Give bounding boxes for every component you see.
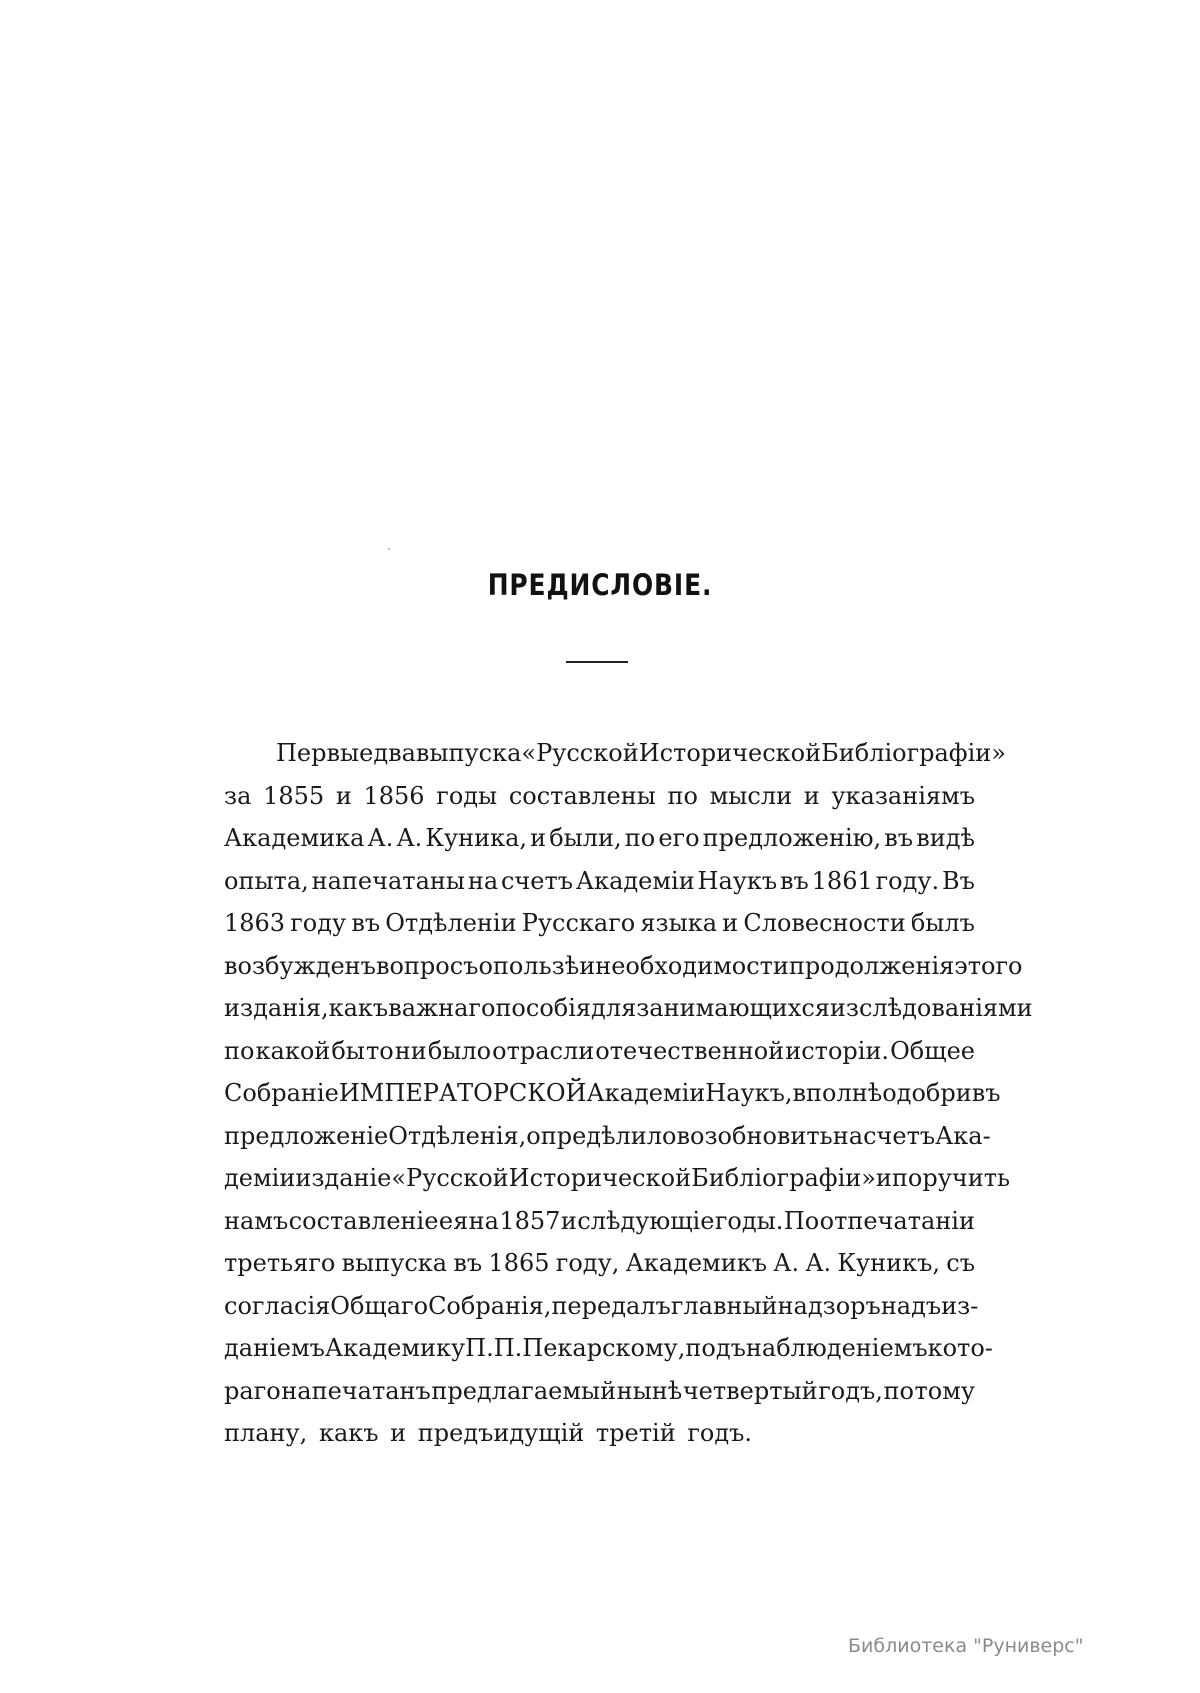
word: изданія, bbox=[224, 994, 329, 1022]
word: поручить bbox=[891, 1164, 1011, 1192]
word: П. bbox=[493, 1334, 523, 1362]
word: то bbox=[365, 1036, 394, 1065]
word: бы bbox=[331, 1036, 365, 1065]
word: продолженія bbox=[788, 951, 955, 980]
word: Отдѣленія, bbox=[388, 1121, 527, 1150]
word: на bbox=[467, 866, 499, 895]
word: и bbox=[875, 1164, 892, 1192]
word: указаніямъ bbox=[831, 781, 975, 810]
word: по bbox=[624, 824, 656, 852]
word: Академикъ bbox=[625, 1249, 767, 1277]
word: предложеніе bbox=[224, 1121, 389, 1150]
word: и bbox=[722, 909, 739, 937]
word: Куника, bbox=[425, 824, 528, 852]
word: предложенію, bbox=[702, 824, 882, 852]
word: видѣ bbox=[916, 824, 975, 852]
word: Академика bbox=[224, 824, 365, 852]
word: Наукъ bbox=[697, 866, 778, 895]
word: нынѣ bbox=[616, 1376, 683, 1405]
word: Академіи bbox=[586, 1079, 706, 1107]
text-line bbox=[224, 945, 1023, 988]
word: году, bbox=[555, 1249, 620, 1277]
word: о bbox=[478, 951, 493, 980]
word: его bbox=[658, 824, 700, 852]
text-line bbox=[224, 860, 975, 903]
word: какой bbox=[255, 1036, 331, 1065]
word: опредѣлило bbox=[526, 1121, 677, 1150]
word: въ bbox=[884, 824, 914, 852]
word: надъ bbox=[880, 1291, 942, 1320]
word: году. bbox=[875, 866, 940, 895]
word: 1865 bbox=[488, 1249, 550, 1277]
word: третьяго bbox=[224, 1249, 336, 1277]
word: Общаго bbox=[330, 1291, 429, 1320]
word: съ bbox=[946, 1249, 975, 1277]
word: годы bbox=[436, 781, 498, 810]
word: А. bbox=[805, 1249, 832, 1277]
word: главный bbox=[670, 1291, 778, 1320]
word: по bbox=[883, 1376, 914, 1405]
word: годъ. bbox=[687, 1419, 753, 1447]
word: и bbox=[579, 951, 596, 980]
word: на bbox=[832, 1121, 864, 1150]
word: Русскаго bbox=[521, 909, 636, 937]
word: возобновить bbox=[676, 1121, 833, 1150]
word: необходимости bbox=[595, 951, 789, 980]
word: для bbox=[591, 994, 637, 1022]
word: и bbox=[335, 781, 352, 810]
word: два bbox=[373, 739, 416, 767]
text-line bbox=[224, 1030, 975, 1073]
word: Исторической bbox=[638, 739, 822, 767]
word: отечественной bbox=[595, 1036, 785, 1065]
title-rule bbox=[566, 661, 628, 663]
word: было bbox=[427, 1036, 492, 1065]
word: тому bbox=[914, 1376, 975, 1405]
word: Библіографіи» bbox=[691, 1164, 876, 1192]
word: Куникъ, bbox=[837, 1249, 941, 1277]
word: «Русской bbox=[391, 1164, 509, 1192]
word: 1861 bbox=[811, 866, 873, 895]
word: важнаго bbox=[388, 994, 496, 1022]
word: мысли bbox=[709, 781, 793, 810]
text-line bbox=[224, 1370, 975, 1413]
word: пособія bbox=[495, 994, 592, 1022]
word: отпечатаніи bbox=[819, 1206, 975, 1235]
text-line bbox=[224, 817, 975, 860]
word: году bbox=[290, 909, 347, 937]
word: въ bbox=[351, 909, 381, 937]
paper-speck bbox=[388, 548, 390, 550]
word: наблюденіемъ bbox=[745, 1334, 928, 1362]
word: изслѣдованіями bbox=[829, 994, 1033, 1022]
word: предъидущій bbox=[417, 1419, 596, 1447]
word: былъ bbox=[910, 909, 975, 937]
word: Исторической bbox=[508, 1164, 692, 1192]
text-line bbox=[224, 775, 975, 818]
word: «Русской bbox=[521, 739, 639, 767]
text-line bbox=[224, 1242, 975, 1285]
word: 1857 bbox=[499, 1206, 561, 1235]
word: даніемъ bbox=[224, 1334, 325, 1362]
word: кото- bbox=[927, 1334, 993, 1362]
text-line bbox=[224, 1327, 993, 1370]
word: намъ bbox=[224, 1206, 289, 1235]
word: плану, bbox=[224, 1419, 319, 1447]
word: и bbox=[530, 824, 547, 852]
word: въ bbox=[780, 866, 809, 895]
word: были, bbox=[549, 824, 622, 852]
word: слѣдующіе bbox=[577, 1206, 715, 1235]
word: Наукъ, bbox=[705, 1079, 793, 1107]
text-line bbox=[224, 1412, 975, 1455]
word: и bbox=[390, 1419, 418, 1447]
preface-paragraph bbox=[224, 732, 1033, 1455]
word: Пекарскому, bbox=[522, 1334, 686, 1362]
word: Ака- bbox=[935, 1121, 991, 1150]
word: изданіе bbox=[295, 1164, 392, 1192]
word: составленіе bbox=[288, 1206, 439, 1235]
word: Академіи bbox=[575, 866, 695, 895]
word: подъ bbox=[685, 1334, 746, 1362]
word: возбужденъ bbox=[224, 951, 376, 980]
page-title: ПРЕДИСЛОВІЕ. bbox=[487, 568, 713, 602]
word: Словесности bbox=[743, 909, 906, 937]
word: составлены bbox=[508, 781, 656, 810]
word: Первые bbox=[276, 739, 374, 767]
text-line bbox=[224, 732, 1006, 775]
word: языка bbox=[640, 909, 718, 937]
word: третій bbox=[595, 1419, 688, 1447]
word: годы. bbox=[714, 1206, 784, 1235]
word: раго bbox=[224, 1376, 281, 1405]
text-line bbox=[224, 1072, 1001, 1115]
word: счетъ bbox=[863, 1121, 936, 1150]
text-line bbox=[224, 1115, 991, 1158]
text-line bbox=[224, 987, 1033, 1030]
word: Академику bbox=[324, 1334, 466, 1362]
word: по bbox=[667, 781, 698, 810]
word: пользѣ bbox=[492, 951, 580, 980]
word: Собранія, bbox=[428, 1291, 552, 1320]
word: и bbox=[560, 1206, 577, 1235]
word: какъ bbox=[318, 1419, 391, 1447]
word: 1856 bbox=[363, 781, 425, 810]
word: Отдѣленіи bbox=[385, 909, 517, 937]
word: счетъ bbox=[500, 866, 574, 895]
word: опыта, bbox=[224, 866, 309, 895]
word: этого bbox=[954, 951, 1023, 980]
word: на bbox=[468, 1206, 499, 1235]
word: въ bbox=[453, 1249, 483, 1277]
word: согласія bbox=[224, 1291, 331, 1320]
word: какъ bbox=[328, 994, 389, 1022]
word: передалъ bbox=[551, 1291, 671, 1320]
word: одобривъ bbox=[882, 1079, 1001, 1107]
word: выпуска bbox=[415, 739, 522, 767]
word: По bbox=[783, 1206, 820, 1235]
word: годъ, bbox=[818, 1376, 883, 1405]
word: надзоръ bbox=[777, 1291, 881, 1320]
word: выпуска bbox=[341, 1249, 448, 1277]
word: П. bbox=[465, 1334, 494, 1362]
word: Библіографіи» bbox=[821, 739, 1006, 767]
word: отрасли bbox=[492, 1036, 595, 1065]
word: вопросъ bbox=[375, 951, 479, 980]
word: А. bbox=[396, 824, 423, 852]
word: 1863 bbox=[224, 909, 286, 937]
text-line bbox=[224, 902, 975, 945]
word: занимающихся bbox=[636, 994, 830, 1022]
word: А. bbox=[773, 1249, 800, 1277]
word: предлагаемый bbox=[431, 1376, 617, 1405]
word: Общее bbox=[890, 1036, 975, 1065]
word: ни bbox=[394, 1036, 427, 1065]
word: вполнѣ bbox=[792, 1079, 883, 1107]
word: напечатаны bbox=[311, 866, 465, 895]
text-line bbox=[224, 1285, 979, 1328]
word: и bbox=[803, 781, 820, 810]
word: А. bbox=[367, 824, 394, 852]
word: по bbox=[224, 1036, 255, 1065]
word: ИМПЕРАТОРСКОЙ bbox=[338, 1079, 587, 1107]
word: ея bbox=[438, 1206, 469, 1235]
word: Въ bbox=[941, 866, 975, 895]
word: за bbox=[224, 781, 252, 810]
word: 1855 bbox=[263, 781, 325, 810]
word: четвертый bbox=[682, 1376, 818, 1405]
word: исторіи. bbox=[785, 1036, 890, 1065]
word: напечатанъ bbox=[281, 1376, 431, 1405]
text-line bbox=[224, 1157, 1011, 1200]
word: из- bbox=[941, 1291, 979, 1320]
word: деміи bbox=[224, 1164, 296, 1192]
word: Собраніе bbox=[224, 1079, 339, 1107]
text-line bbox=[224, 1200, 975, 1243]
library-watermark: Библиотека "Руниверс" bbox=[848, 1635, 1084, 1657]
